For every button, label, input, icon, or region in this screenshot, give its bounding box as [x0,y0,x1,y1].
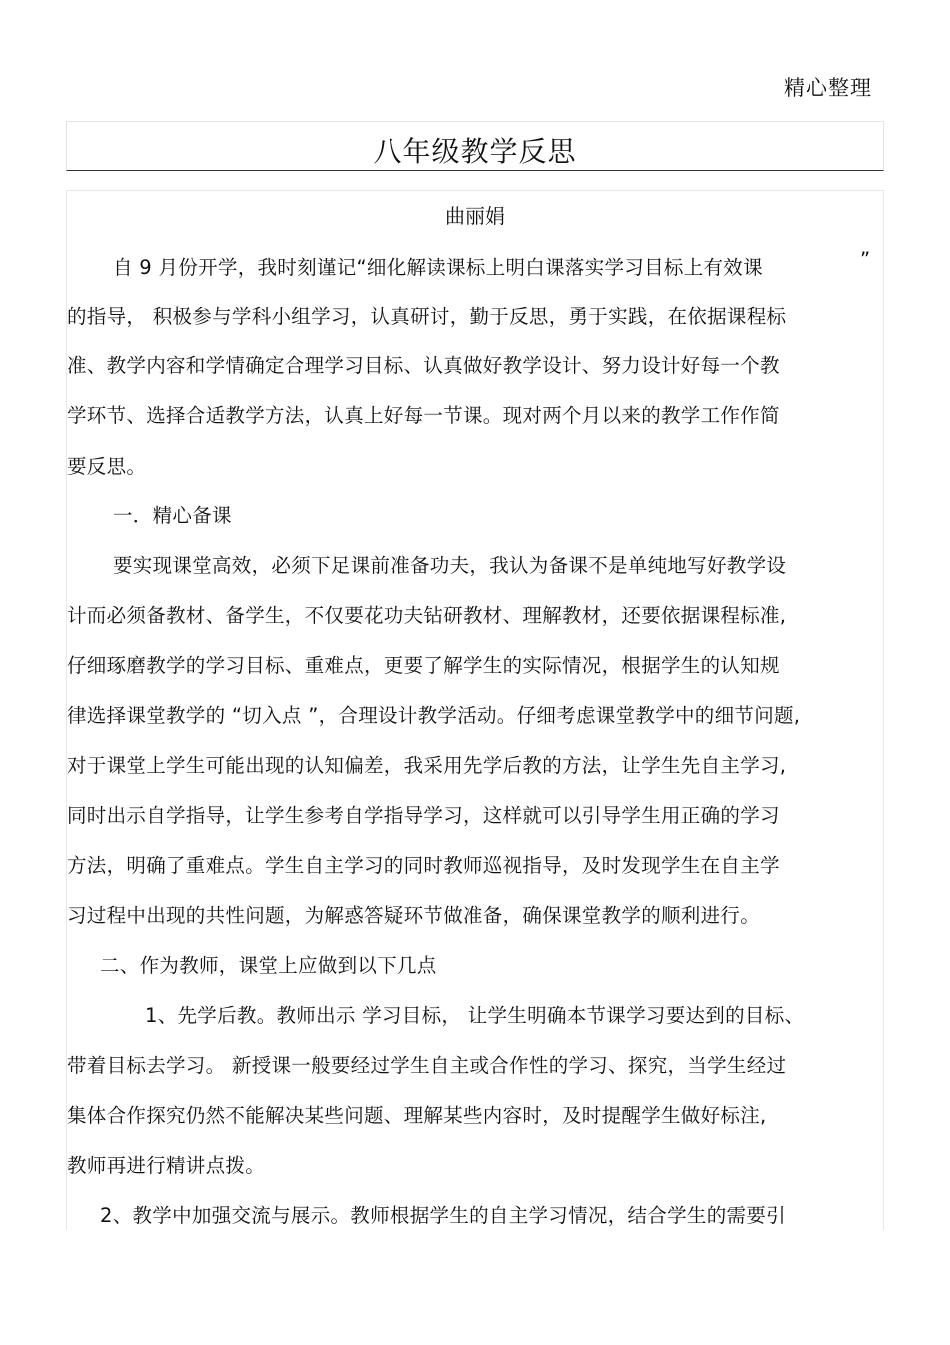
section-heading: 一．精心备课 [113,504,232,527]
paragraph-line: 的指导， 积极参与学科小组学习，认真研讨，勤于反思，勇于实践，在依据课程标 [67,305,787,328]
paragraph-line: 教师再进行精讲点拨。 [67,1154,266,1177]
author-name: 曲丽娟 [445,204,505,228]
paragraph-line: 集体合作探究仍然不能解决某些问题、理解某些内容时，及时提醒学生做好标注, [67,1104,767,1127]
paragraph-line: 对于课堂上学生可能出现的认知偏差，我采用先学后教的方法，让学生先自主学习, [67,754,787,777]
paragraph-line: 带着目标去学习。 新授课一般要经过学生自主或合作性的学习、探究，当学生经过 [67,1054,787,1077]
paragraph-line: 同时出示自学指导，让学生参考自学指导学习，这样就可以引导学生用正确的学习 [67,804,780,827]
paragraph-line: 方法，明确了重难点。学生自主学习的同时教师巡视指导，及时发现学生在自主学 [67,854,780,877]
paragraph-line: 仔细琢磨教学的学习目标、重难点，更要了解学生的实际情况，根据学生的认知规 [67,654,780,677]
paragraph-line: ” [860,248,871,271]
paragraph-line: 律选择课堂教学的 “切入点 ”，合理设计教学活动。仔细考虑课堂教学中的细节问题, [67,704,801,727]
section-heading: 二、作为教师，课堂上应做到以下几点 [100,954,437,977]
paragraph-line: 准、教学内容和学情确定合理学习目标、认真做好教学设计、努力设计好每一个教 [67,354,780,377]
paragraph-line: 自 9 月份开学，我时刻谨记“细化解读课标上明白课落实学习目标上有效课 [113,256,763,279]
paragraph-line: 习过程中出现的共性问题，为解惑答疑环节做准备，确保课堂教学的顺利进行。 [67,904,761,927]
paragraph-line: 学环节、选择合适教学方法，认真上好每一节课。现对两个月以来的教学工作作简 [67,404,780,427]
paragraph-line: 要实现课堂高效，必须下足课前准备功夫，我认为备课不是单纯地写好教学设 [113,554,787,577]
paragraph-line: 要反思。 [67,455,147,478]
paragraph-line: 1、先学后教。教师出示 学习目标， 让学生明确本节课学习要达到的目标、 [145,1004,805,1027]
document-title: 八年级教学反思 [373,135,577,168]
header-note: 精心整理 [784,76,872,100]
paragraph-line: 计而必须备教材、备学生，不仅要花功夫钻研教材、理解教材，还要依据课程标准, [67,604,787,627]
paragraph-line: 2、教学中加强交流与展示。教师根据学生的自主学习情况，结合学生的需要引 [100,1204,786,1227]
title-box [66,121,884,171]
